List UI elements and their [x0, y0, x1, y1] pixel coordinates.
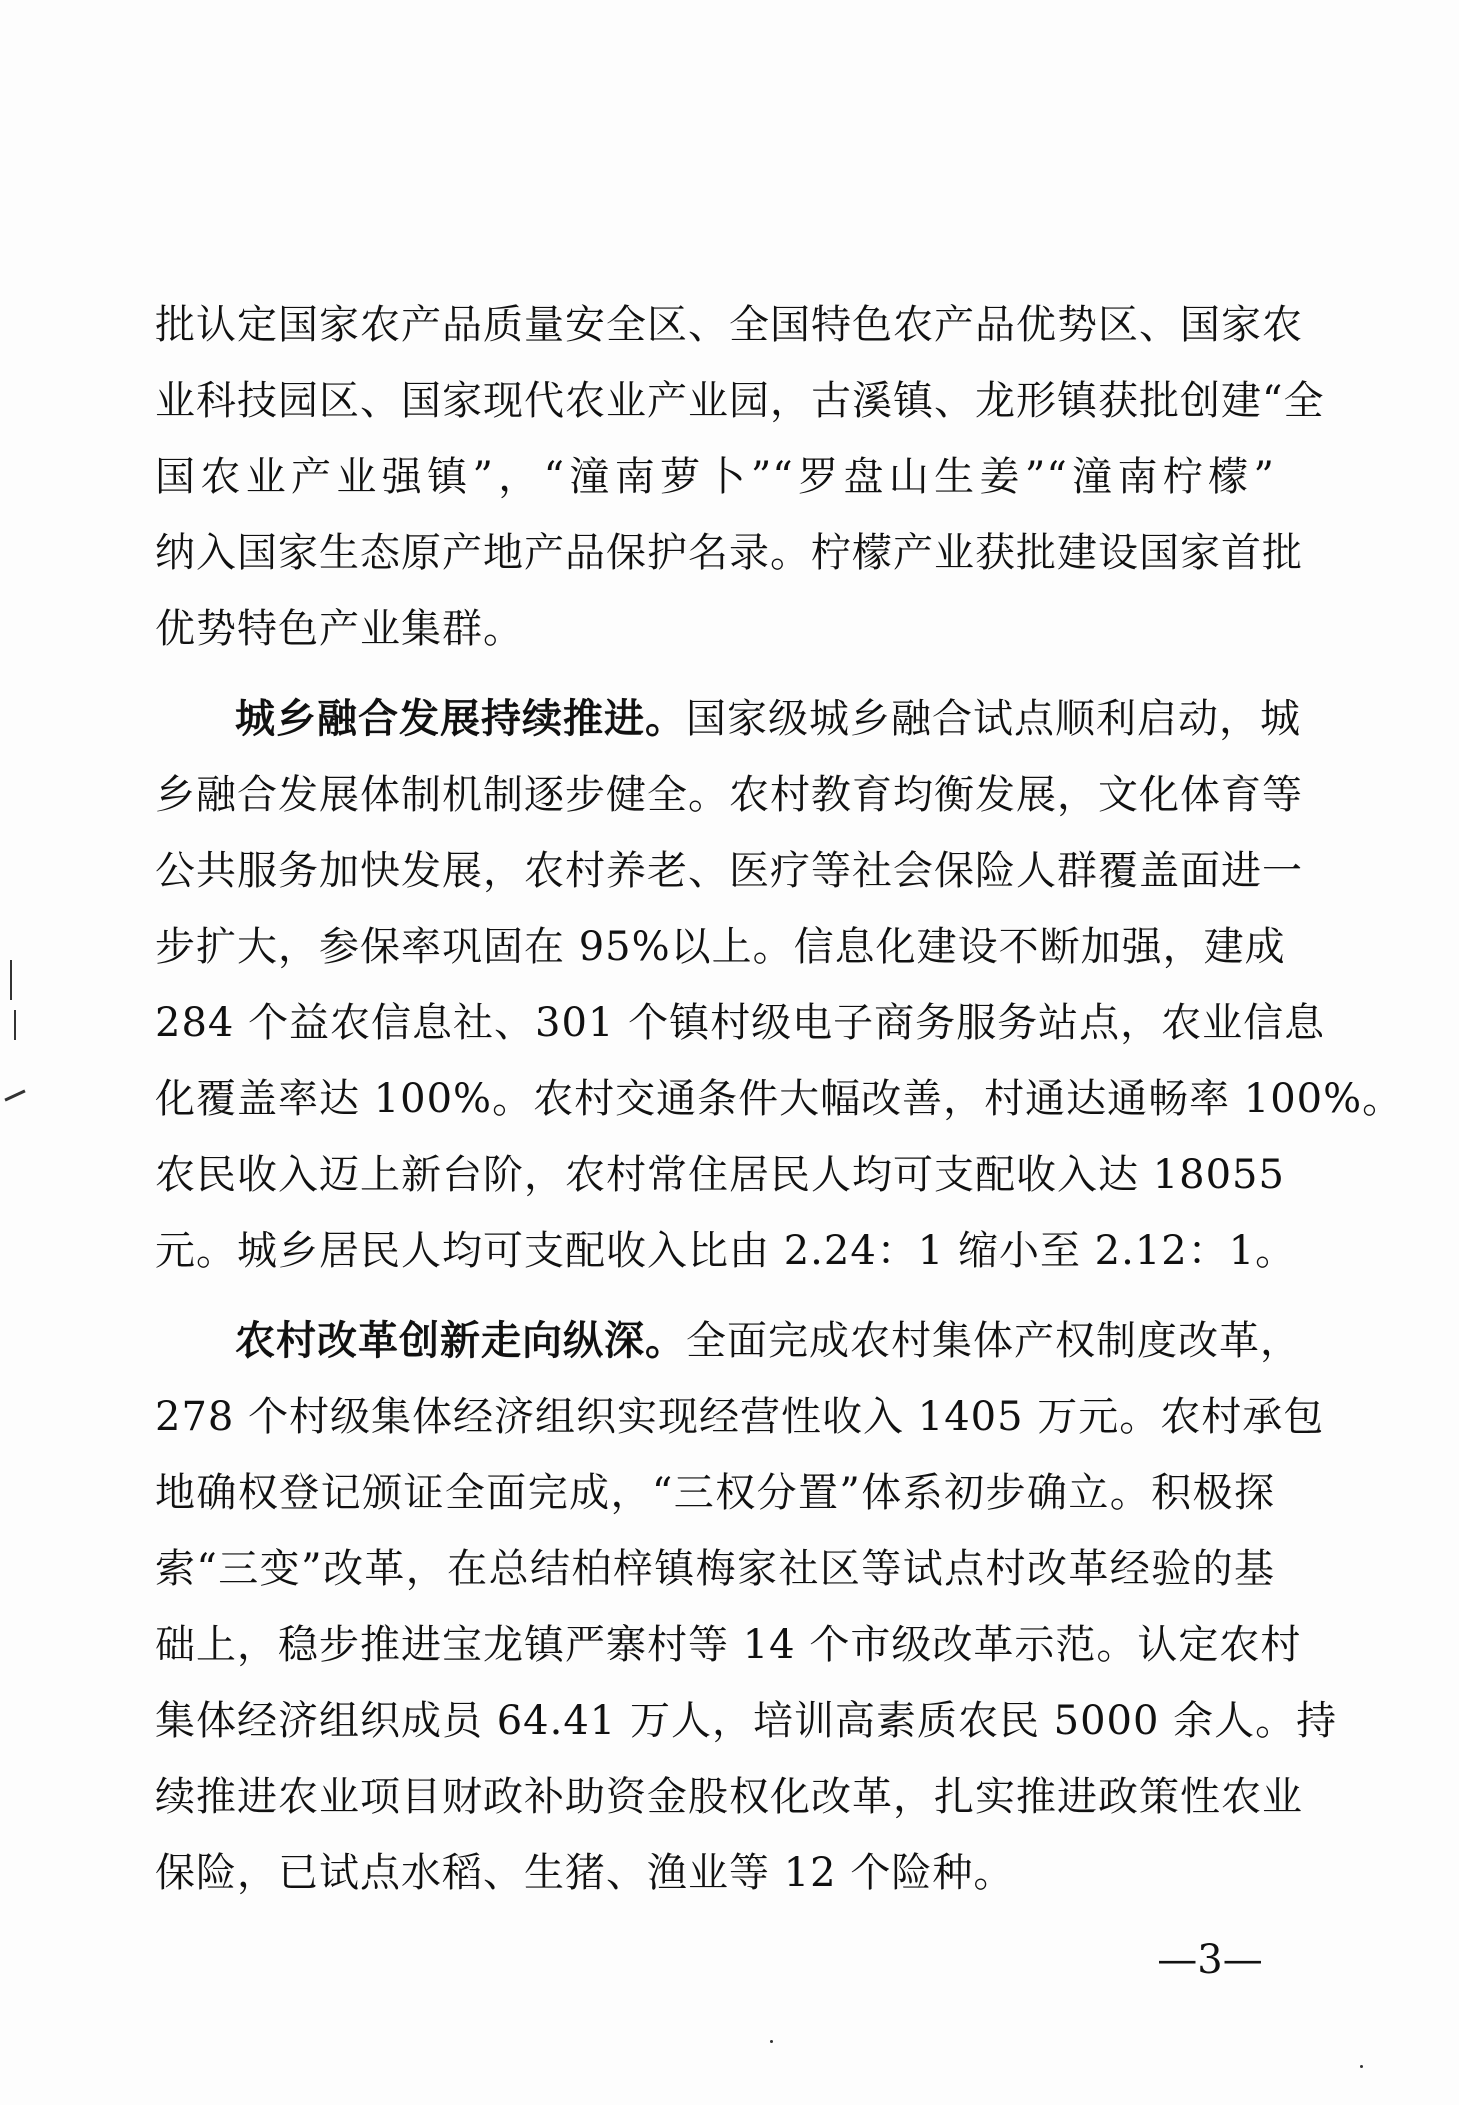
text-line: 纳入国家生态原产地产品保护名录。柠檬产业获批建设国家首批: [155, 530, 1303, 576]
paragraph-1: [155, 287, 1325, 667]
paragraph-heading: 城乡融合发展持续推进。: [235, 696, 686, 742]
text-line: 业科技园区、国家现代农业产业园，古溪镇、龙形镇获批创建“全: [155, 378, 1325, 424]
text-line: [155, 681, 1301, 757]
text-line: 地确权登记颁证全面完成，“三权分置”体系初步确立。积极探: [155, 1470, 1275, 1516]
text-line: 索“三变”改革，在总结柏梓镇梅家社区等试点村改革经验的基: [155, 1546, 1275, 1592]
scan-artifact: [1360, 2065, 1363, 2068]
body-text: [155, 287, 1404, 1911]
text-line: 保险，已试点水稻、生猪、渔业等 12 个险种。: [155, 1850, 1015, 1896]
text-line: 公共服务加快发展，农村养老、医疗等社会保险人群覆盖面进一: [155, 848, 1303, 894]
paragraph-2: [155, 681, 1404, 1289]
text-line: [155, 1303, 1301, 1379]
text-line: 础上，稳步推进宝龙镇严寨村等 14 个市级改革示范。认定农村: [155, 1622, 1302, 1668]
text-line: 优势特色产业集群。: [155, 606, 524, 652]
paragraph-3: [155, 1303, 1338, 1911]
scan-artifact: [10, 960, 12, 1000]
text-line: 284 个益农信息社、301 个镇村级电子商务服务站点，农业信息: [155, 1000, 1326, 1046]
text-line: 续推进农业项目财政补助资金股权化改革，扎实推进政策性农业: [155, 1774, 1303, 1820]
text-line: 农民收入迈上新台阶，农村常住居民人均可支配收入达 18055: [155, 1152, 1285, 1198]
text-line: 集体经济组织成员 64.41 万人，培训高素质农民 5000 余人。持: [155, 1698, 1338, 1744]
text-line: 278 个村级集体经济组织实现经营性收入 1405 万元。农村承包: [155, 1394, 1325, 1440]
text-line: 乡融合发展体制机制逐步健全。农村教育均衡发展，文化体育等: [155, 772, 1303, 818]
text-line: 化覆盖率达 100%。农村交通条件大幅改善，村通达通畅率 100%。: [155, 1076, 1404, 1122]
scan-artifact: [770, 2040, 773, 2043]
scan-artifact: [14, 1010, 16, 1040]
text-run: 国家级城乡融合试点顺利启动，城: [686, 696, 1301, 742]
text-line: 元。城乡居民人均可支配收入比由 2.24：1 缩小至 2.12：1。: [155, 1228, 1297, 1274]
text-line: 国农业产业强镇”，“潼南萝卜”“罗盘山生姜”“潼南柠檬”: [155, 454, 1275, 500]
page-number: —3—: [1157, 1937, 1263, 1983]
text-run: 全面完成农村集体产权制度改革，: [686, 1318, 1301, 1364]
text-line: 步扩大，参保率巩固在 95%以上。信息化建设不断加强，建成: [155, 924, 1286, 970]
scan-artifact: [4, 1089, 25, 1101]
text-line: 批认定国家农产品质量安全区、全国特色农产品优势区、国家农: [155, 302, 1303, 348]
paragraph-heading: 农村改革创新走向纵深。: [235, 1318, 686, 1364]
